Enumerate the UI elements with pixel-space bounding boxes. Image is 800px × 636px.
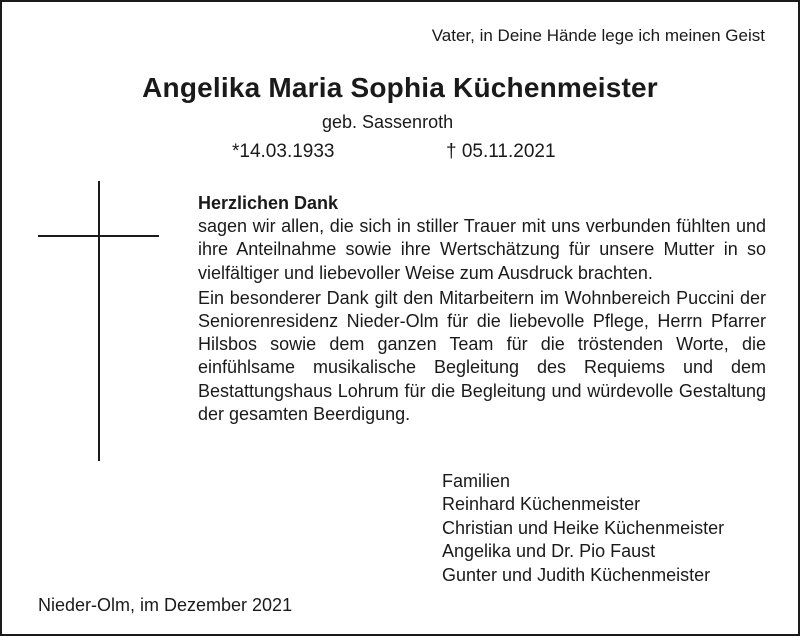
family-line: Angelika und Dr. Pio Faust [442, 541, 656, 562]
death-date: † 05.11.2021 [446, 141, 556, 162]
thanks-paragraph-2: Ein besonderer Dank gilt den Mitarbeitern im Wohnbereich Puccini der Seniorenresidenz Nieder-Olm für die liebevolle Pflege, Herrn Pfarrer Hilsbos sowie dem ganzen Team für die tröstenden Worte, die einfühlsame musikalische Begleitung des Requiems und dem Bestattungshaus Lohrum für die Begleitung und würdevolle Gestaltung der gesamten Beerdigung. [198, 287, 766, 424]
birth-date: *14.03.1933 [232, 141, 335, 162]
family-line: Familien [442, 471, 511, 491]
thanks-heading: Herzlichen Dank [198, 193, 339, 213]
thanks-paragraph-1-text: sagen wir allen, die sich in stiller Trauer mit uns verbunden fühlten und ihre Anteilnahme sowie ihre Wertschätzung für unsere Mutter in so vielfältiger und liebevoller Weise zum Ausdruck brachten. [198, 216, 766, 283]
motto-text: Vater, in Deine Hände lege ich meinen Geist [431, 26, 765, 45]
family-signatures [442, 470, 724, 587]
family-line: Gunter und Judith Küchenmeister [442, 564, 711, 585]
cross-vertical-bar [98, 181, 100, 461]
deceased-name: Angelika Maria Sophia Küchenmeister [142, 72, 658, 103]
family-line: Reinhard Küchenmeister [442, 494, 641, 515]
cross-horizontal-bar [38, 235, 159, 237]
family-line: Christian und Heike Küchenmeister [442, 517, 725, 538]
thanks-text [198, 192, 766, 426]
thanks-paragraph-1 [198, 192, 766, 285]
maiden-name: geb. Sassenroth [322, 112, 454, 132]
place-date: Nieder-Olm, im Dezember 2021 [38, 595, 293, 615]
